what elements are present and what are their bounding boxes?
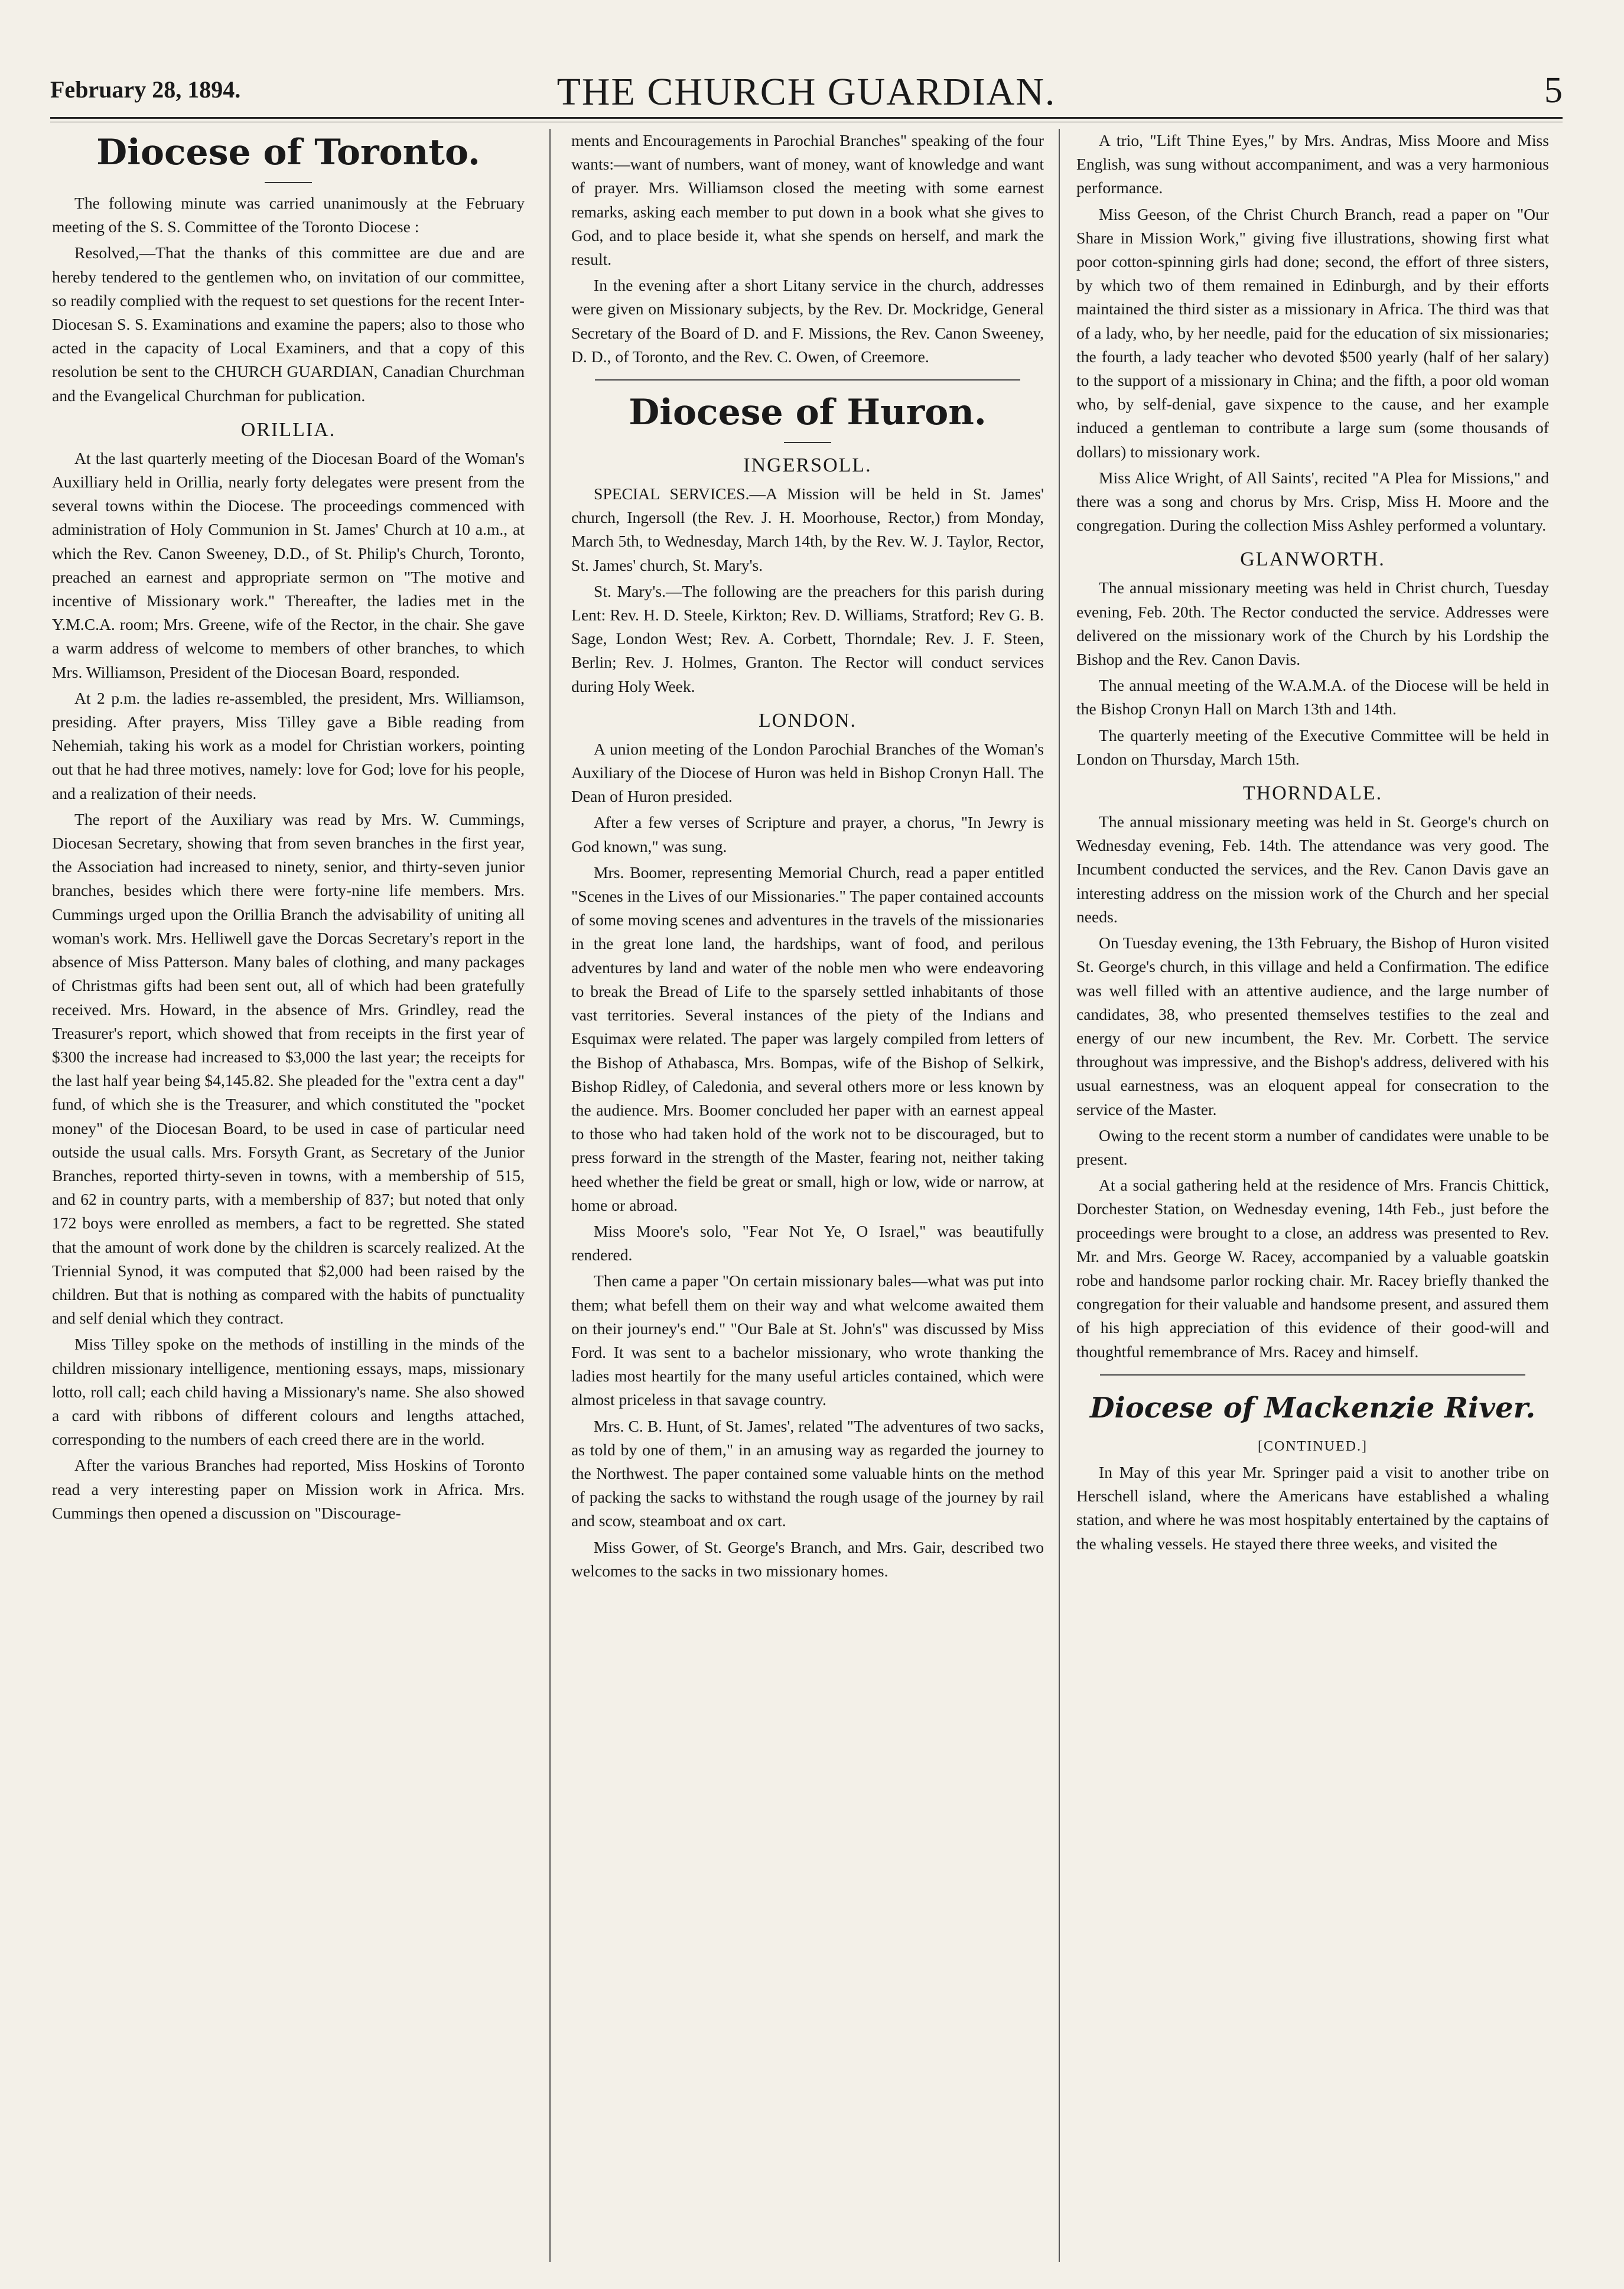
column-1 bbox=[52, 129, 525, 2268]
column-3 bbox=[1076, 129, 1549, 2268]
masthead-rule bbox=[50, 117, 1563, 119]
paragraph: The report of the Auxiliary was read by Mrs. W. Cummings, Diocesan Secretary, showing that from seven branches in the first year, the Association had increased to ninety, senior, and thirty-seven junior branches, besides which there were forty-nine life members. Mrs. Cummings urged upon the Orillia Branch the advisability of uniting all woman's work. Mrs. Helliwell gave the Dorcas Secretary's report in the absence of Miss Patterson. Many bales of clothing, and many packages of Christmas gifts had been sent out, all of which had been gratefully received. Mrs. Howard, in the absence of Mrs. Grindley, read the Treasurer's report, which showed that from receipts in the first year of $300 the increase had increased to $3,000 the last year; the receipts for the last half year being $4,145.82. She pleaded for the "extra cent a day" fund, of which she is the Treasurer, and which constituted the "pocket money" of the Diocesan Board, to be used in case of particular need outside the usual calls. Mrs. Forsyth Grant, as Secretary of the Junior Branches, reported thirty-seven in towns, with a membership of 515, and 62 in country parts, with a membership of 837; but noted that only 172 boys were enrolled as members, a fact to be regretted. She stated that the amount of work done by the children is scarcely realized. At the Triennial Synod, it was computed that $2,000 had been raised by the children. But that is nothing as compared with the habits of punctuality and self denial which they contract. bbox=[52, 809, 525, 1328]
paragraph: Resolved,—That the thanks of this committee are due and are hereby tendered to the gentlemen who, on invitation of our committee, so readily complied with the request to set questions for the recent Inter-Diocesan S. S. Examinations and examine the papers; also to those who acted in the capacity of Local Examiners, and that a copy of this resolution be sent to the CHURCH GUARDIAN, Canadian Churchman and the Evangelical Churchman for publication. bbox=[52, 243, 525, 405]
paragraph: SPECIAL SERVICES.—A Mission will be held in St. James' church, Ingersoll (the Rev. J. H. Moorhouse, Rector,) from Monday, March 5th, to Wednesday, March 14th, by the Rev. W. J. Taylor, Rector, St. James' church, St. Mary's. bbox=[571, 485, 1044, 574]
subheading-london: LONDON. bbox=[758, 709, 857, 731]
newspaper-title: THE CHURCH GUARDIAN. bbox=[556, 70, 1056, 113]
paragraph: After the various Branches had reported, Miss Hoskins of Toronto read a very interesting paper on Mission work in Africa. Mrs. Cummings then opened a discussion on "Discourage- bbox=[52, 1456, 525, 1522]
paragraph: The annual missionary meeting was held in Christ church, Tuesday evening, Feb. 20th. The Rector conducted the service. Addresses were delivered on the missionary work of the Church by his Lordship the Bishop and the Rev. Canon Davis. bbox=[1076, 578, 1549, 669]
column-divider bbox=[549, 129, 551, 2262]
column-2 bbox=[571, 129, 1044, 2268]
issue-date: February 28, 1894. bbox=[50, 76, 241, 103]
heading-dash bbox=[784, 442, 831, 443]
section-rule bbox=[1100, 1374, 1525, 1376]
paragraph: Mrs. Boomer, representing Memorial Church, read a paper entitled "Scenes in the Lives of our Missionaries." The paper contained accounts of some moving scenes and adventures in the travels of the missionaries in the great lone land, the hardships, want of food, and perilous adventures by land and water of the noble men who were endeavoring to break the Bread of Life to the sparsely settled inhabitants of those vast territories. Several instances of the piety of the Indians and Esquimax were related. The paper was largely compiled from letters of the Bishop of Athabasca, Mrs. Bompas, wife of the Bishop of Selkirk, Bishop Ridley, of Caledonia, and several others more or less known by the audience. Mrs. Boomer concluded her paper with an earnest appeal to those who had taken hold of the work not to be discouraged, but to press forward in the strength of the Master, fearing not, neither taking heed whether the field be great or small, high or low, wide or narrow, at home or abroad. bbox=[571, 863, 1044, 1214]
masthead bbox=[50, 70, 1563, 111]
paragraph: At the last quarterly meeting of the Diocesan Board of the Woman's Auxilliary held in Orillia, nearly forty delegates were present from the several towns within the Diocese. The proceedings commenced with administration of Holy Communion in St. James' Church at 10 a.m., at which the Rev. Canon Sweeney, D.D., of St. Philip's Church, Toronto, preached an earnest and appropriate sermon on "The motive and incentive of Missionary work." Thereafter, the ladies met in the Y.M.C.A. room; Mrs. Greene, wife of the Rector, in the chair. She gave a warm address of welcome to members of other branches, to which Mrs. Williamson, President of the Diocesan Board, responded. bbox=[52, 448, 525, 681]
column-divider bbox=[1059, 129, 1060, 2262]
paragraph: The annual meeting of the W.A.M.A. of the Diocese will be held in the Bishop Cronyn Hall on March 13th and 14th. bbox=[1076, 676, 1549, 718]
paragraph: St. Mary's.—The following are the preachers for this parish during Lent: Rev. H. D. Steele, Kirkton; Rev. D. Williams, Stratford; Rev G. B. Sage, London West; Rev. A. Corbett, Thorndale; Rev. J. F. Steen, Berlin; Rev. J. Holmes, Granton. The Rector will conduct services during Holy Week. bbox=[571, 581, 1044, 695]
paragraph: Miss Moore's solo, "Fear Not Ye, O Israel," was beautifully rendered. bbox=[571, 1221, 1044, 1264]
paragraph: Then came a paper "On certain missionary bales—what was put into them; what befell them on their way and what welcome awaited them on their journey's end." "Our Bale at St. John's" was discussed by Miss Ford. It was sent to a bachelor missionary, who wrote thanking the ladies most heartily for the many useful articles contained, which were almost priceless in that savage country. bbox=[571, 1272, 1044, 1409]
section-heading-toronto: Diocese of Toronto. bbox=[96, 132, 480, 173]
paragraph: On Tuesday evening, the 13th February, the Bishop of Huron visited St. George's church, in this village and held a Confirmation. The edifice was well filled with an attentive audience, and the large number of candidates, 38, who presented themselves testifies to the zeal and energy of our new incumbent, the Rev. Mr. Corbett. The service throughout was impressive, and the Bishop's address, delivered with his usual earnestness, was an eloquent appeal for consecration to the service of the Master. bbox=[1076, 934, 1549, 1119]
paragraph: Miss Tilley spoke on the methods of instilling in the minds of the children missionary intelligence, mentioning essays, maps, missionary lotto, roll call; each child having a Missionary's name. She also showed a card with ribbons of different colours and lengths attached, corresponding to the numbers of each creed there are in the world. bbox=[52, 1335, 525, 1449]
subheading-thorndale: THORNDALE. bbox=[1242, 782, 1383, 805]
section-heading-mackenzie-river: Diocese of Mackenzie River. bbox=[1089, 1391, 1536, 1425]
paragraph: At a social gathering held at the residence of Mrs. Francis Chittick, Dorchester Station, on Wednesday evening, 14th Feb., just before the proceedings were brought to a close, an address was presented to Rev. Mr. and Mrs. George W. Racey, accompanied by a valuable goatskin robe and handsome parlor rocking chair. Mr. Racey briefly thanked the congregation for their valuable and handsome present, and assured them of his high appreciation of this evidence of their good-will and thoughtful remembrance of Mrs. Racey and himself. bbox=[1076, 1176, 1549, 1361]
paragraph: Miss Geeson, of the Christ Church Branch, read a paper on "Our Share in Mission Work," giving five illustrations, showing first what poor cotton-spinning girls had done; second, the effort of three sisters, by which two of them remained in Edinburgh, and by their efforts maintained the third sister as a missionary in Africa. The third was that of a lady, who, by her needle, paid for the education of six missionaries; the fourth, a lady teacher who devoted $500 yearly (half of her salary) to the support of a missionary in China; and the fifth, a poor old woman who, by self-denial, gave sixpence to the cause, and her example induced a gentleman to contribute a large sum (some thousands of dollars) to missionary work. bbox=[1076, 204, 1549, 461]
subheading-glanworth: GLANWORTH. bbox=[1240, 548, 1385, 571]
paragraph: In the evening after a short Litany service in the church, addresses were given on Missionary subjects, by the Rev. Dr. Mockridge, General Secretary of the Board of D. and F. Missions, the Rev. Canon Sweeney, D. D., of Toronto, and the Rev. C. Owen, of Creemore. bbox=[571, 276, 1044, 366]
paragraph: The following minute was carried unanimously at the February meeting of the S. S. Committee of the Toronto Diocese : bbox=[52, 194, 525, 236]
paragraph: Miss Gower, of St. George's Branch, and Mrs. Gair, described two welcomes to the sacks in two missionary homes. bbox=[571, 1537, 1044, 1580]
subheading-orillia: ORILLIA. bbox=[240, 418, 336, 441]
paragraph: A union meeting of the London Parochial Branches of the Woman's Auxiliary of the Diocese of Huron was held in Bishop Cronyn Hall. The Dean of Huron presided. bbox=[571, 739, 1044, 806]
paragraph: The annual missionary meeting was held in St. George's church on Wednesday evening, Feb. 14th. The attendance was very good. The Incumbent conducted the services, and the Rev. Canon Davis gave an interesting address on the mission work of the Church and her special needs. bbox=[1076, 812, 1549, 926]
subheading-ingersoll: INGERSOLL. bbox=[743, 454, 872, 477]
paragraph: Miss Alice Wright, of All Saints', recited "A Plea for Missions," and there was a song and chorus by Mrs. Crisp, Miss H. Moore and the congregation. During the collection Miss Ashley performed a voluntary. bbox=[1076, 468, 1549, 535]
paragraph: After a few verses of Scripture and prayer, a chorus, "In Jewry is God known," was sung. bbox=[571, 813, 1044, 856]
section-rule bbox=[595, 379, 1020, 381]
heading-dash bbox=[265, 182, 312, 183]
paragraph: A trio, "Lift Thine Eyes," by Mrs. Andras, Miss Moore and Miss English, was sung without accompaniment, and was a very harmonious performance. bbox=[1076, 131, 1549, 197]
page-number: 5 bbox=[1544, 70, 1563, 110]
paragraph: At 2 p.m. the ladies re-assembled, the president, Mrs. Williamson, presiding. After prayers, Miss Tilley gave a Bible reading from Nehemiah, taking his work as a model for Christian workers, pointing out that he had three motives, namely: love for God; love for his people, and a realization of their needs. bbox=[52, 688, 525, 802]
paragraph: Owing to the recent storm a number of candidates were unable to be present. bbox=[1076, 1126, 1549, 1168]
paragraph: Mrs. C. B. Hunt, of St. James', related "The adventures of two sacks, as told by one of them," in an amusing way as regarded the journey to the Northwest. The paper contained some valuable hints on the method of packing the sacks to withstand the rough usage of the journey by rail and scow, steamboat and ox cart. bbox=[571, 1416, 1044, 1530]
continued-label: [CONTINUED.] bbox=[1258, 1438, 1368, 1454]
section-heading-huron: Diocese of Huron. bbox=[629, 392, 987, 434]
paragraph: In May of this year Mr. Springer paid a visit to another tribe on Herschell island, where the Americans have established a whaling station, and where he was most hospitably entertained by the captains of the whaling vessels. He stayed there three weeks, and visited the bbox=[1076, 1462, 1549, 1553]
paragraph: ments and Encouragements in Parochial Branches" speaking of the four wants:—want of numbers, want of money, want of knowledge and want of prayer. Mrs. Williamson closed the meeting with some earnest remarks, asking each member to put down in a book what she gives to God, and to place beside it, what she spends on herself, and mark the result. bbox=[571, 131, 1044, 269]
paragraph: The quarterly meeting of the Executive Committee will be held in London on Thursday, March 15th. bbox=[1076, 726, 1549, 768]
